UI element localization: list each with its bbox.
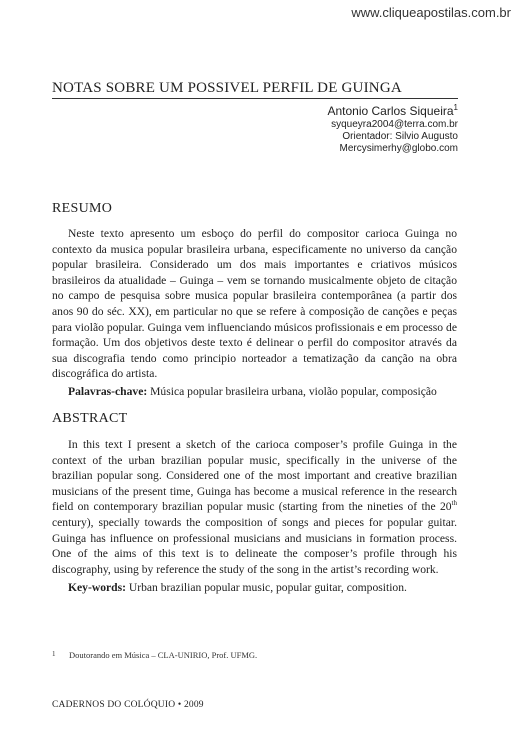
abstract-heading: ABSTRACT	[52, 411, 128, 426]
advisor-email: Mercysimerhy@globo.com	[339, 143, 458, 154]
footnote	[52, 650, 257, 660]
footnote-text: Doutorando em Música – CLA-UNIRIO, Prof. UFMG.	[69, 650, 258, 660]
abstract-keywords-text: Urban brazilian popular music, popular guitar, composition.	[128, 581, 407, 594]
advisor-name: Orientador: Silvio Augusto	[342, 131, 458, 142]
abstract-body	[52, 437, 457, 577]
footnote-number: 1	[52, 650, 56, 658]
resumo-keywords	[68, 384, 437, 399]
author-name-text: Antonio Carlos Siqueira	[327, 104, 454, 118]
abstract-body-sup: th	[451, 499, 457, 508]
abstract-body-part2: century), specially towards the composition of songs and pieces for popular guitar. Guinga has influence on professional musicians and musicians in formation process. One of the aims of this text is to delineate the composer’s profile through his discography, using by reference the study of the song in the artist’s recording work.	[52, 515, 457, 576]
resumo-heading: RESUMO	[52, 201, 113, 216]
author-footnote-marker: 1	[453, 103, 458, 112]
author-block	[327, 100, 458, 155]
author-email: syqueyra2004@terra.com.br	[331, 119, 458, 130]
abstract-keywords	[68, 580, 407, 595]
author-name	[327, 100, 458, 119]
title-rule	[52, 98, 458, 99]
resumo-keywords-label: Palavras-chave:	[68, 385, 148, 398]
abstract-keywords-label: Key-words:	[68, 581, 126, 594]
site-watermark: www.cliqueapostilas.com.br	[351, 5, 511, 20]
resumo-keywords-text: Música popular brasileira urbana, violão popular, composição	[150, 385, 437, 398]
resumo-body: Neste texto apresento um esboço do perfil do compositor carioca Guinga no contexto da musica popular brasileira urbana, especificamente no universo da canção popular brasileira. Considerado um dos mais importantes e criativos músicos brasileiros da atualidade – Guinga – vem se tornando musicalmente objeto de citação no campo de pesquisa sobre musica popular brasileira contemporânea (a partir dos anos 90 do séc. XX), em particular no que se refere à composição de canções e peças para violão popular. Guinga vem influenciando músicos profissionais e em processo de formação. Um dos objetivos deste texto é delinear o perfil do compositor através da sua discografia tendo como principio norteador a tematização da canção na obra discográfica do artista.	[52, 227, 457, 381]
page-footer: CADERNOS DO COLÓQUIO • 2009	[52, 700, 204, 710]
article-title: NOTAS SOBRE UM POSSIVEL PERFIL DE GUINGA	[52, 80, 402, 96]
abstract-body-part1: In this text I present a sketch of the carioca composer’s profile Guinga in the context of the urban brazilian popular music, specifically in the universe of the brazilian popular song. Considered one of the most important and creative brazilian musicians of the present time, Guinga has become a musical reference in the research field on contemporary brazilian popular music (starting from the nineties of the 20	[52, 438, 457, 514]
